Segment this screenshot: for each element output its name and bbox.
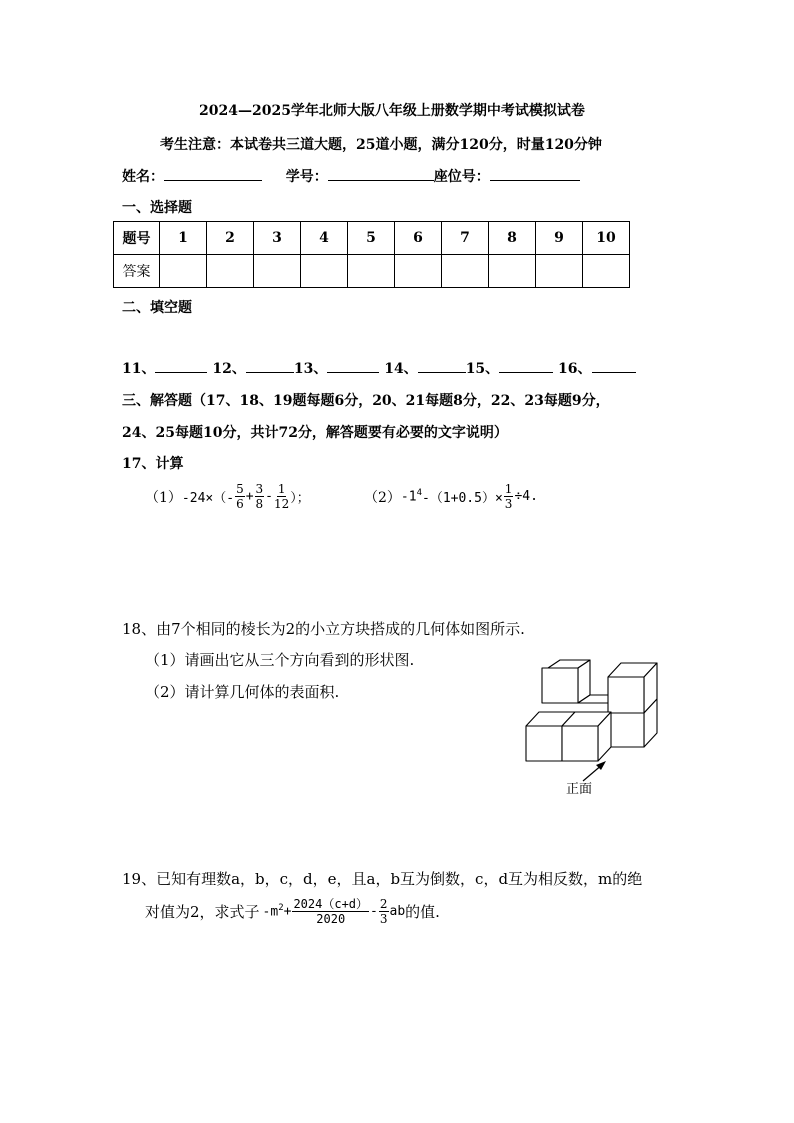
q17-p1-end: ）；: [290, 491, 310, 506]
section3-line1: 三、解答题（17、18、19题每题6分，20、21每题8分，22、23每题9分，: [122, 393, 610, 409]
exam-notice: 考生注意：本试卷共三道大题，25道小题，满分120分，时量120分钟: [160, 137, 602, 153]
fill-blank-row: [122, 358, 636, 378]
question-number: 1: [160, 222, 207, 255]
figure-front-label: 正面: [566, 782, 593, 797]
answer-cell[interactable]: [207, 255, 254, 288]
question-number: 4: [301, 222, 348, 255]
question-number: 8: [489, 222, 536, 255]
question-number: 6: [395, 222, 442, 255]
student-info-row: [122, 166, 580, 186]
id-blank[interactable]: [328, 166, 434, 181]
fraction: $\frac{1}{3}$: [504, 482, 513, 511]
q18-sub1: （1）请画出它从三个方向看到的形状图.: [145, 651, 415, 669]
blank-label: 11、: [122, 361, 156, 377]
answer-cell[interactable]: [489, 255, 536, 288]
answer-cell[interactable]: [395, 255, 442, 288]
blank-label: 16、: [558, 361, 592, 377]
q18-sub2: （2）请计算几何体的表面积.: [145, 683, 340, 701]
fraction: $\frac{2024(c+d)}{2020}$: [293, 897, 369, 926]
section3-line2: 24、25每题10分，共计72分，解答题要有必要的文字说明）: [122, 425, 508, 441]
cube-face: [608, 677, 644, 713]
question-number: 5: [348, 222, 395, 255]
answer-cell[interactable]: [348, 255, 395, 288]
name-label: 姓名：: [122, 169, 164, 185]
exam-title: 2024—2025学年北师大版八年级上册数学期中考试模拟试卷: [199, 103, 585, 119]
blank-label: 15、: [465, 361, 500, 377]
q19-line1: 19、已知有理数a，b，c，d，e，且a，b互为倒数，c，d互为相反数，m的绝: [122, 870, 643, 888]
answer-cell[interactable]: [583, 255, 630, 288]
blank-label: 13、: [293, 361, 328, 377]
cube-face: [562, 726, 598, 761]
blank-label: 12、: [212, 361, 246, 377]
question-number: 2: [207, 222, 254, 255]
q17-p1-expr-a: -24×（-: [181, 491, 235, 506]
id-label: 学号：: [285, 169, 328, 185]
fill-blank[interactable]: [418, 358, 466, 373]
plus-sign: +: [283, 904, 292, 919]
name-blank[interactable]: [164, 166, 262, 181]
seat-blank[interactable]: [490, 166, 580, 181]
q19-expr-end: ab: [389, 904, 406, 919]
q19-line2-end: 的值.: [405, 903, 440, 921]
q17-p2-prefix: （2）: [364, 489, 401, 506]
question-number: 9: [536, 222, 583, 255]
q17-title: 17、计算: [122, 456, 184, 472]
section2-title: 二、填空题: [122, 300, 192, 316]
answer-table: [113, 221, 630, 288]
fill-blank[interactable]: [246, 358, 294, 373]
fraction: $\frac{2}{3}$: [379, 897, 388, 926]
cube-face: [542, 668, 578, 703]
answer-cell[interactable]: [254, 255, 301, 288]
question-number: 7: [442, 222, 489, 255]
q19-line2: [145, 897, 440, 926]
q17-p1-prefix: （1）: [145, 489, 182, 506]
cube-face: [526, 726, 562, 761]
fill-blank[interactable]: [155, 358, 207, 373]
fraction: $\frac{5}{6}$: [236, 482, 244, 511]
cube-figure: [520, 655, 670, 800]
answer-cell[interactable]: [442, 255, 489, 288]
table-head-label: 题号: [114, 222, 160, 255]
seat-label: 座位号：: [433, 169, 490, 185]
answer-table-answer-row: [114, 255, 630, 288]
cube-face: [608, 713, 644, 747]
question-number: 10: [583, 222, 630, 255]
answer-cell[interactable]: [536, 255, 583, 288]
blank-label: 14、: [384, 361, 418, 377]
plus-sign: +: [245, 489, 254, 504]
fraction: $\frac{3}{8}$: [255, 482, 264, 511]
q17-part2: [364, 482, 538, 511]
fraction: $\frac{1}{12}$: [274, 482, 290, 511]
q17-p2-expr-b: -（1+0.5）×: [422, 491, 503, 506]
q17-p2-expr-a: $-1^4$: [400, 488, 422, 505]
table-answer-label: 答案: [114, 255, 160, 288]
q19-expr-a: $-m^2$: [262, 903, 284, 920]
q18-title: 18、由7个相同的棱长为2的小立方块搭成的几何体如图所示.: [122, 620, 525, 638]
answer-cell[interactable]: [301, 255, 348, 288]
fill-blank[interactable]: [592, 358, 636, 373]
fill-blank[interactable]: [327, 358, 379, 373]
fill-blank[interactable]: [499, 358, 553, 373]
minus-sign: -: [265, 489, 273, 504]
question-number: 3: [254, 222, 301, 255]
answer-table-head-row: [114, 222, 630, 255]
section1-title: 一、选择题: [122, 200, 192, 216]
q17-part1: [145, 482, 310, 511]
answer-cell[interactable]: [160, 255, 207, 288]
minus-sign: -: [370, 904, 378, 919]
q19-line2-text: 对值为2，求式子: [145, 903, 260, 921]
q17-p2-end: ÷4.: [514, 489, 538, 504]
